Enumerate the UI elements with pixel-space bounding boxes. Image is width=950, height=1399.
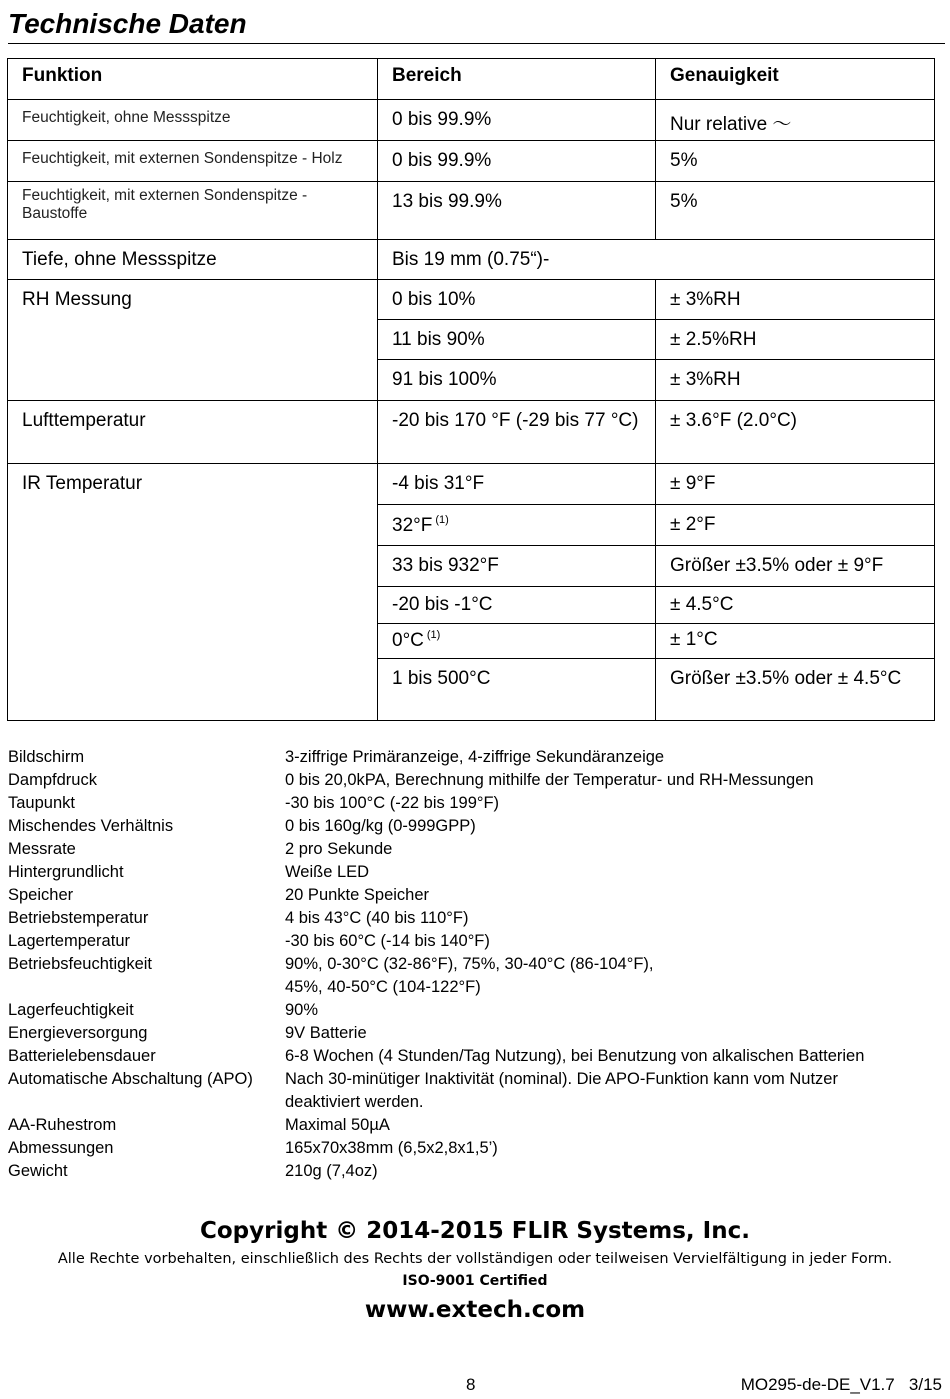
- spec-value-line: Nach 30-minütiger Inaktivität (nominal). Die APO-Funktion kann vom Nutzer: [285, 1070, 838, 1088]
- cell-bereich: 91 bis 100%: [378, 360, 656, 401]
- cell-funktion: Tiefe, ohne Messspitze: [8, 240, 378, 280]
- spec-value: 210g (7,4oz): [285, 1162, 378, 1180]
- copyright-notice: Copyright © 2014-2015 FLIR Systems, Inc.: [200, 1218, 750, 1244]
- table-row: [8, 100, 935, 141]
- table-row: [8, 240, 935, 280]
- spec-value-line: 45%, 40-50°C (104-122°F): [285, 978, 481, 996]
- spec-key: Speicher: [8, 886, 74, 904]
- cell-genauigkeit: ± 3%RH: [656, 360, 935, 401]
- spec-row: [8, 907, 938, 930]
- header-funktion: Funktion: [8, 59, 378, 100]
- cell-bereich: -20 bis -1°C: [378, 587, 656, 624]
- cell-bereich: Bis 19 mm (0.75“)-: [378, 240, 935, 280]
- spec-value: 0 bis 20,0kPA, Berechnung mithilfe der Temperatur- und RH-Messungen: [285, 771, 814, 789]
- cell-genauigkeit: ± 2.5%RH: [656, 320, 935, 360]
- range-value: 0°C: [392, 630, 424, 651]
- spec-row: [8, 746, 938, 769]
- spec-key: Betriebstemperatur: [8, 909, 149, 927]
- cell-funktion: Feuchtigkeit, mit externen Sondenspitze - Baustoffe: [8, 182, 378, 240]
- spec-value: -30 bis 60°C (-14 bis 140°F): [285, 932, 490, 950]
- spec-value: 0 bis 160g/kg (0-999GPP): [285, 817, 476, 835]
- cell-genauigkeit: ± 1°C: [656, 624, 935, 659]
- cell-bereich: 0 bis 10%: [378, 280, 656, 320]
- spec-value: Maximal 50µA: [285, 1116, 390, 1134]
- spec-key: Energieversorgung: [8, 1024, 148, 1042]
- spec-key: Bildschirm: [8, 748, 85, 766]
- spec-key: Abmessungen: [8, 1139, 114, 1157]
- spec-key: Betriebsfeuchtigkeit: [8, 955, 152, 973]
- cell-genauigkeit: Nur relative ～: [656, 100, 935, 141]
- table-row: [8, 280, 935, 320]
- cell-bereich: 0 bis 99.9%: [378, 100, 656, 141]
- spec-key: Mischendes Verhältnis: [8, 817, 174, 835]
- header-bereich: Bereich: [378, 59, 656, 100]
- table-header-row: [8, 59, 935, 100]
- spec-row: [8, 1068, 938, 1114]
- spec-key: Hintergrundlicht: [8, 863, 124, 881]
- rights-notice: Alle Rechte vorbehalten, einschließlich des Rechts der vollständigen oder teilweisen Vervielfältigung in jeder Form.: [57, 1251, 893, 1267]
- spec-key: AA-Ruhestrom: [8, 1116, 117, 1134]
- cell-genauigkeit: ± 3%RH: [656, 280, 935, 320]
- spec-key: Dampfdruck: [8, 771, 97, 789]
- cell-bereich: [378, 624, 656, 659]
- spec-value-line: deaktiviert werden.: [285, 1093, 424, 1111]
- spec-value: 20 Punkte Speicher: [285, 886, 430, 904]
- spec-value: 165x70x38mm (6,5x2,8x1,5’): [285, 1139, 498, 1157]
- spec-row: [8, 861, 938, 884]
- spec-value-line: 90%, 0-30°C (32-86°F), 75%, 30-40°C (86-104°F),: [285, 955, 654, 973]
- spec-key: Gewicht: [8, 1162, 68, 1180]
- cell-genauigkeit: ± 3.6°F (2.0°C): [656, 401, 935, 464]
- cell-genauigkeit: Größer ±3.5% oder ± 9°F: [656, 546, 935, 587]
- spec-row: [8, 792, 938, 815]
- page-title: Technische Daten: [8, 8, 247, 39]
- spec-list: [8, 746, 938, 1183]
- spec-value: 2 pro Sekunde: [285, 840, 393, 858]
- spec-row: [8, 1137, 938, 1160]
- cell-bereich: 11 bis 90%: [378, 320, 656, 360]
- cell-genauigkeit: Größer ±3.5% oder ± 4.5°C: [656, 659, 935, 721]
- cell-bereich: [378, 505, 656, 546]
- spec-row: [8, 769, 938, 792]
- table-row: [8, 141, 935, 182]
- cell-genauigkeit: ± 2°F: [656, 505, 935, 546]
- spec-key: Automatische Abschaltung (APO): [8, 1070, 253, 1088]
- cell-genauigkeit: 5%: [656, 141, 935, 182]
- cell-funktion: Feuchtigkeit, ohne Messspitze: [8, 100, 378, 141]
- cell-funktion: IR Temperatur: [8, 464, 378, 721]
- cell-bereich: 0 bis 99.9%: [378, 141, 656, 182]
- spec-value: 90%: [285, 1001, 319, 1019]
- cell-bereich: 13 bis 99.9%: [378, 182, 656, 240]
- spec-row: [8, 815, 938, 838]
- spec-key: Batterielebensdauer: [8, 1047, 156, 1065]
- spec-value: 6-8 Wochen (4 Stunden/Tag Nutzung), bei Benutzung von alkalischen Batterien: [285, 1047, 865, 1065]
- spec-row: [8, 1045, 938, 1068]
- document-id: MO295-de-DE_V1.7 3/15: [740, 1375, 942, 1394]
- range-value: 32°F: [392, 515, 433, 536]
- cell-funktion: Feuchtigkeit, mit externen Sondenspitze - Holz: [8, 141, 378, 182]
- spec-value: [285, 953, 938, 999]
- iso-certification: ISO-9001 Certified: [402, 1273, 548, 1289]
- cell-genauigkeit: ± 4.5°C: [656, 587, 935, 624]
- footnote-marker: (1): [426, 629, 441, 641]
- spec-table: [7, 58, 935, 721]
- cell-bereich: -4 bis 31°F: [378, 464, 656, 505]
- spec-row: [8, 930, 938, 953]
- spec-row: [8, 1022, 938, 1045]
- cell-funktion: Lufttemperatur: [8, 401, 378, 464]
- spec-value: 9V Batterie: [285, 1024, 367, 1042]
- cell-genauigkeit: 5%: [656, 182, 935, 240]
- spec-value: Weiße LED: [285, 863, 370, 881]
- spec-row: [8, 999, 938, 1022]
- table-row: [8, 401, 935, 464]
- spec-key: Messrate: [8, 840, 76, 858]
- spec-row: [8, 838, 938, 861]
- spec-value: 3-ziffrige Primäranzeige, 4-ziffrige Sekundäranzeige: [285, 748, 665, 766]
- spec-value: -30 bis 100°C (-22 bis 199°F): [285, 794, 500, 812]
- page-number: 8: [466, 1375, 476, 1394]
- spec-value: [285, 1068, 938, 1114]
- cell-bereich: 1 bis 500°C: [378, 659, 656, 721]
- spec-key: Lagertemperatur: [8, 932, 130, 950]
- table-row: [8, 464, 935, 505]
- cell-bereich: -20 bis 170 °F (-29 bis 77 °C): [378, 401, 656, 464]
- table-row: [8, 182, 935, 240]
- spec-value: 4 bis 43°C (40 bis 110°F): [285, 909, 469, 927]
- spec-key: Lagerfeuchtigkeit: [8, 1001, 134, 1019]
- spec-row: [8, 884, 938, 907]
- header-genauigkeit: Genauigkeit: [656, 59, 935, 100]
- footnote-marker: (1): [435, 514, 449, 526]
- cell-funktion: RH Messung: [8, 280, 378, 401]
- spec-row: [8, 1114, 938, 1137]
- title-divider: [8, 43, 945, 44]
- cell-genauigkeit: ± 9°F: [656, 464, 935, 505]
- website-link[interactable]: www.extech.com: [364, 1297, 586, 1323]
- cell-bereich: 33 bis 932°F: [378, 546, 656, 587]
- spec-row: [8, 953, 938, 999]
- spec-key: Taupunkt: [8, 794, 75, 812]
- spec-row: [8, 1160, 938, 1183]
